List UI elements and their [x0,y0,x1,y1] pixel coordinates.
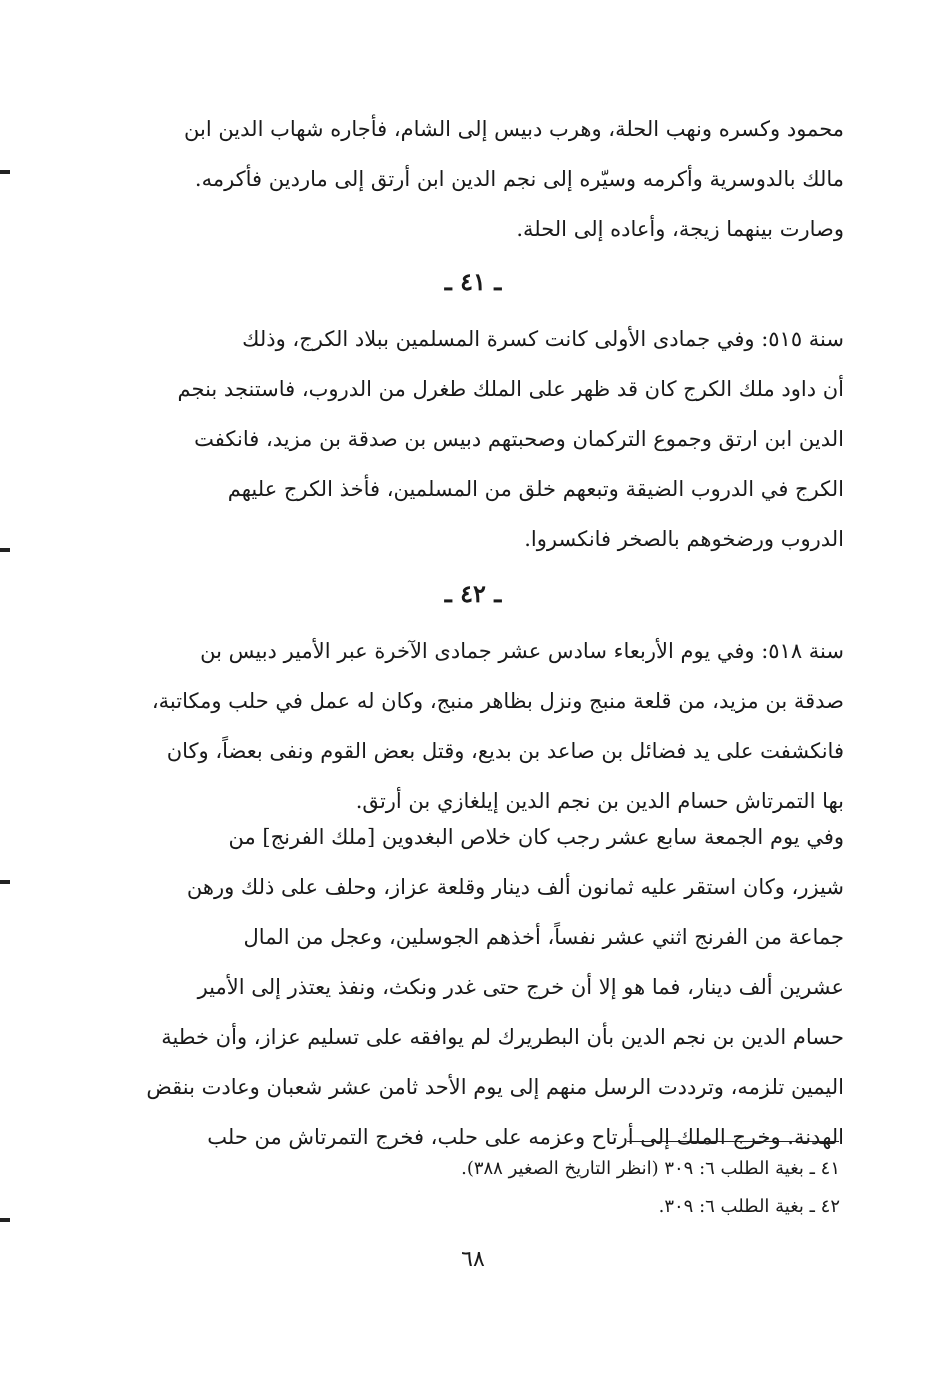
footnote-41: ٤١ ـ بغية الطلب ٦: ٣٠٩ (انظر التاريخ الصغير ٣٨٨). [461,1158,840,1179]
text-line: الدروب ورضخوهم بالصخر فانكسروا. [524,527,844,551]
text-line: الكرج في الدروب الضيقة وتبعهم خلق من المسلمين، فأخذ الكرج عليهم [227,477,844,501]
text-line: سنة ٥١٨: وفي يوم الأربعاء سادس عشر جمادى الآخرة عبر الأمير دبيس بن [200,639,844,663]
text-line: فانكشفت على يد فضائل بن صاعد بن بديع، وقتل بعض القوم ونفى بعضاً، وكان [166,739,844,763]
text-line: حسام الدين بن نجم الدين بأن البطريرك لم يوافقه على تسليم عزاز، وأن خطية [161,1025,844,1049]
footnotes [300,1150,840,1226]
text-line: عشرين ألف دينار، فما هو إلا أن خرج حتى غدر ونكث، ونفذ يعتذر إلى الأمير [197,975,844,999]
section-heading-42: ـ ٤٢ ـ [444,579,502,608]
text-line: الهدنة. وخرج الملك إلى أرتاح وعزمه على حلب، فخرج التمرتاش من حلب [207,1125,844,1149]
text-line: مالك بالدوسرية وأكرمه وسيّره إلى نجم الدين ابن أرتق إلى ماردين فأكرمه. [194,167,844,191]
paragraph-baldwin-release [118,812,844,1162]
paragraph-year-518 [118,626,844,826]
page-edge-mark [0,880,10,884]
page-edge-mark [0,1218,10,1222]
page-number: ٦٨ [461,1247,485,1272]
page-edge-mark [0,170,10,174]
text-line: أن داود ملك الكرج كان قد ظهر على الملك طغرل من الدروب، فاستنجد بنجم [177,377,844,401]
paragraph-year-515 [118,314,844,564]
footnote-separator [627,1141,839,1142]
text-line: جماعة من الفرنج اثني عشر نفساً، أخذهم الجوسلين، وعجل من المال [243,925,844,949]
text-line: وفي يوم الجمعة سابع عشر رجب كان خلاص البغدوين [ملك الفرنج] من [228,825,844,849]
paragraph-continuation [118,104,844,254]
text-line: الدين ابن ارتق وجموع التركمان وصحبتهم دبيس بن صدقة بن مزيد، فانكفت [194,427,844,451]
footnote-42: ٤٢ ـ بغية الطلب ٦: ٣٠٩. [658,1196,840,1217]
text-line: اليمين تلزمه، وترددت الرسل منهم إلى يوم الأحد ثامن عشر شعبان وعادت بنقض [146,1075,844,1099]
text-line: بها التمرتاش حسام الدين بن نجم الدين إيلغازي بن أرتق. [355,789,844,813]
page-edge-mark [0,548,10,552]
text-line: سنة ٥١٥: وفي جمادى الأولى كانت كسرة المسلمين ببلاد الكرج، وذلك [242,327,844,351]
text-line: صدقة بن مزيد، من قلعة منبج ونزل بظاهر منبج، وكان له عمل في حلب ومكاتبة، [151,689,844,713]
text-line: محمود وكسره ونهب الحلة، وهرب دبيس إلى الشام، فأجاره شهاب الدين ابن [183,117,844,141]
text-line: وصارت بينهما زيجة، وأعاده إلى الحلة. [516,217,844,241]
section-heading-41: ـ ٤١ ـ [444,267,502,296]
text-line: شيزر، وكان استقر عليه ثمانون ألف دينار وقلعة عزاز، وحلف على ذلك ورهن [186,875,844,899]
